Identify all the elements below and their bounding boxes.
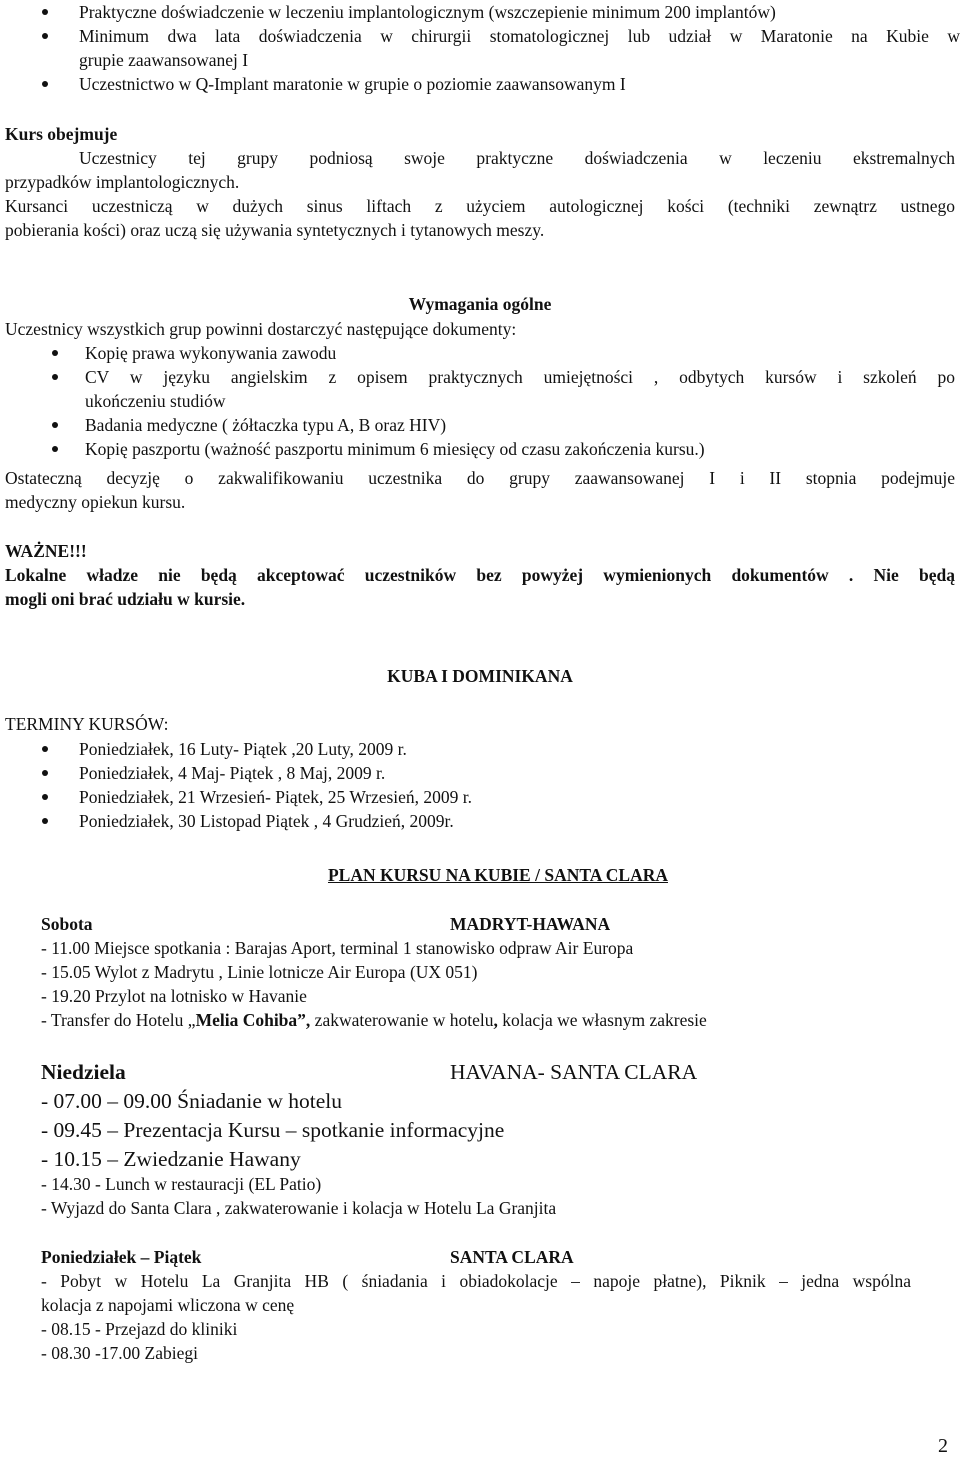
saturday-line: - 19.20 Przylot na lotnisko w Havanie: [41, 986, 307, 1006]
sunday-line: - Wyjazd do Santa Clara , zakwaterowanie i kolacja w Hotelu La Granjita: [41, 1198, 557, 1218]
requirements-intro: Uczestnicy wszystkich grup powinni dostarczyć następujące dokumenty:: [5, 319, 517, 339]
list-item-text: Poniedziałek, 21 Wrzesień- Piątek, 25 Wrzesień, 2009 r.: [79, 787, 473, 807]
saturday-transfer-line: [41, 1008, 707, 1032]
list-item-text: Poniedziałek, 4 Maj- Piątek , 8 Maj, 2009 r.: [79, 763, 386, 783]
sunday-big-line: - 07.00 – 09.00 Śniadanie w hotelu: [41, 1089, 342, 1113]
sunday-route: HAVANA- SANTA CLARA: [450, 1060, 698, 1084]
list-item: [79, 737, 779, 761]
sunday-line: - 14.30 - Lunch w restauracji (EL Patio): [41, 1174, 322, 1194]
list-item: [85, 437, 955, 461]
terms-heading: TERMINY KURSÓW:: [5, 714, 169, 734]
weekdays-day: Poniedziałek – Piątek: [41, 1247, 202, 1267]
list-item: [79, 0, 960, 24]
weekdays-line: - 08.15 - Przejazd do kliniki: [41, 1319, 238, 1339]
list-item-text: Poniedziałek, 30 Listopad Piątek , 4 Grudzień, 2009r.: [79, 811, 454, 831]
list-item-text-continued: grupie zaawansowanej I: [79, 50, 249, 70]
transfer-text: - Transfer do Hotelu „: [41, 1010, 196, 1030]
plan-title-text: PLAN KURSU NA KUBIE / SANTA CLARA: [327, 865, 668, 885]
list-item: [79, 761, 779, 785]
list-item: [85, 413, 955, 437]
important-word: WAŻNE: [5, 541, 70, 561]
list-item: [79, 24, 960, 72]
list-item: [79, 785, 779, 809]
important-exclaim: !!!: [69, 541, 87, 561]
sunday-big-line: - 09.45 – Prezentacja Kursu – spotkanie informacyjne: [41, 1118, 505, 1142]
decision-line-1: Ostateczną decyzję o zakwalifikowaniu uczestnika do grupy zaawansowanej I i II stopnia podejmuje: [5, 468, 955, 488]
course-paragraph-2-line-2: pobierania kości) oraz uczą się używania syntetycznych i tytanowych meszy.: [5, 220, 545, 240]
requirements-list: [85, 341, 955, 461]
list-item-text: Uczestnictwo w Q-Implant maratonie w grupie o poziomie zaawansowanym I: [79, 74, 626, 94]
important-line-2: mogli oni brać udziału w kursie.: [5, 589, 246, 609]
list-item: [79, 72, 960, 96]
course-paragraph-2-line-1: Kursanci uczestniczą w dużych sinus liftach z użyciem autologicznej kości (techniki zewnątrz ustnego: [5, 196, 955, 216]
list-item-text: Poniedziałek, 16 Luty- Piątek ,20 Luty, 2009 r.: [79, 739, 407, 759]
page-number: 2: [938, 1435, 948, 1457]
list-item-text: Kopię prawa wykonywania zawodu: [85, 343, 337, 363]
sunday-day: Niedziela: [41, 1060, 126, 1084]
cuba-title: KUBA I DOMINIKANA: [387, 666, 573, 686]
list-item-text: CV w języku angielskim z opisem praktycznych umiejętności , odbytych kursów i szkoleń po: [85, 367, 955, 387]
experience-list: [79, 0, 960, 96]
weekdays-line: - 08.30 -17.00 Zabiegi: [41, 1343, 198, 1363]
course-paragraph-1-line-1: Uczestnicy tej grupy podniosą swoje praktyczne doświadczenia w leczeniu ekstremalnych: [79, 148, 955, 168]
weekdays-line: - Pobyt w Hotelu La Granjita HB ( śniadania i obiadokolacje – napoje płatne), Piknik – jedna wspólna: [41, 1271, 911, 1291]
list-item: [85, 341, 955, 365]
requirements-heading: Wymagania ogólne: [408, 294, 552, 314]
course-paragraph-1-line-2: przypadków implantologicznych.: [5, 172, 240, 192]
weekdays-place: SANTA CLARA: [450, 1247, 574, 1267]
important-label: [5, 539, 87, 563]
list-item-text: Praktyczne doświadczenie w leczeniu implantologicznym (wszczepienie minimum 200 implantów): [79, 2, 776, 22]
important-line-1: Lokalne władze nie będą akceptować uczestników bez powyżej wymienionych dokumentów . Nie będą: [5, 565, 955, 585]
sunday-big-line: - 10.15 – Zwiedzanie Hawany: [41, 1147, 301, 1171]
list-item-text-continued: ukończeniu studiów: [85, 391, 226, 411]
saturday-day: Sobota: [41, 914, 93, 934]
transfer-text: zakwaterowanie w hotelu: [310, 1010, 494, 1030]
weekdays-line: kolacja z napojami wliczona w cenę: [41, 1295, 295, 1315]
saturday-line: - 11.00 Miejsce spotkania : Barajas Aport, terminal 1 stanowisko odpraw Air Europa: [41, 938, 634, 958]
list-item: [79, 809, 779, 833]
saturday-line: - 15.05 Wylot z Madrytu , Linie lotnicze Air Europa (UX 051): [41, 962, 478, 982]
list-item-text: Minimum dwa lata doświadczenia w chirurgii stomatologicznej lub udział w Maratonie na Kubie w: [79, 26, 960, 46]
list-item-text: Badania medyczne ( żółtaczka typu A, B oraz HIV): [85, 415, 447, 435]
plan-title: [0, 863, 960, 887]
transfer-comma: ,: [493, 1010, 498, 1030]
terms-list: [79, 737, 779, 833]
transfer-text: kolacja we własnym zakresie: [497, 1010, 707, 1030]
decision-line-2: medyczny opiekun kursu.: [5, 492, 186, 512]
hotel-name: Melia Cohiba”,: [195, 1010, 311, 1030]
list-item-text: Kopię paszportu (ważność paszportu minimum 6 miesięcy od czasu zakończenia kursu.): [85, 439, 705, 459]
list-item: [85, 365, 955, 413]
saturday-route: MADRYT-HAWANA: [450, 914, 611, 934]
course-heading: Kurs obejmuje: [5, 124, 118, 144]
